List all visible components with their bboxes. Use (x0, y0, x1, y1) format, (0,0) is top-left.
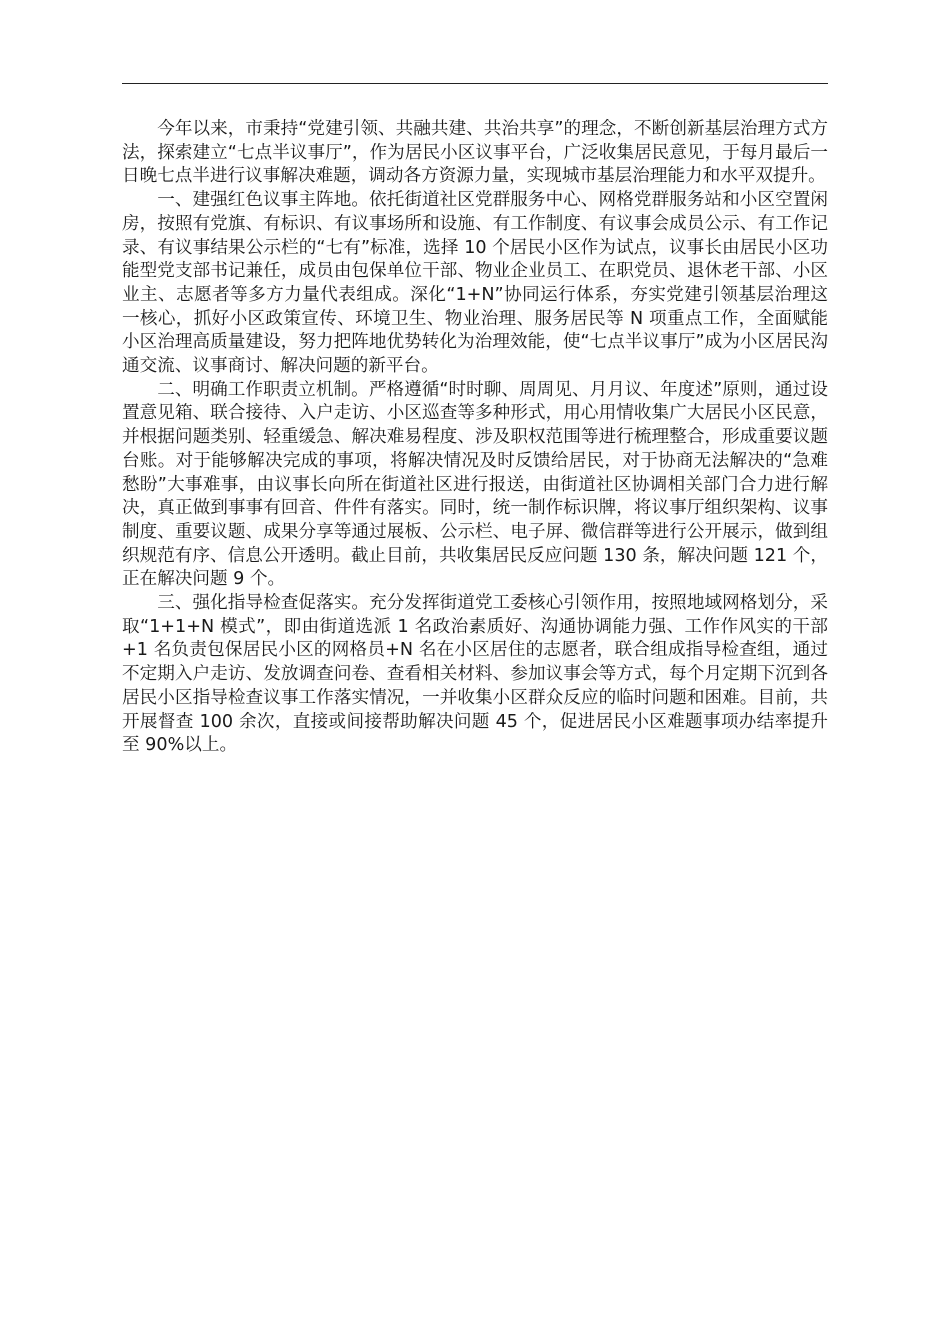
paragraph-section-one: 一、建强红色议事主阵地。依托街道社区党群服务中心、网格党群服务站和小区空置闲房，按照有党旗、有标识、有议事场所和设施、有工作制度、有议事会成员公示、有工作记录、有议事结果公示栏的“七有”标准，选择 10 个居民小区作为试点，议事长由居民小区功能型党支部书记兼任，成员由包保单位干部、物业企业员工、在职党员、退休老干部、小区业主、志愿者等多方力量代表组成。深化“1+N”协同运行体系，夯实党建引领基层治理这一核心，抓好小区政策宣传、环境卫生、物业治理、服务居民等 N 项重点工作，全面赋能小区治理高质量建设，努力把阵地优势转化为治理效能，使“七点半议事厅”成为小区居民沟通交流、议事商讨、解决问题的新平台。 (122, 190, 828, 377)
paragraph-section-two: 二、明确工作职责立机制。严格遵循“时时聊、周周见、月月议、年度述”原则，通过设置意见箱、联合接待、入户走访、小区巡查等多种形式，用心用情收集广大居民小区民意，并根据问题类别、轻重缓急、解决难易程度、涉及职权范围等进行梳理整合，形成重要议题台账。对于能够解决完成的事项，将解决情况及时反馈给居民，对于协商无法解决的“急难愁盼”大事难事，由议事长向所在街道社区进行报送，由街道社区协调相关部门合力进行解决，真正做到事事有回音、件件有落实。同时，统一制作标识牌，将议事厅组织架构、议事制度、重要议题、成果分享等通过展板、公示栏、电子屏、微信群等进行公开展示，做到组织规范有序、信息公开透明。截止目前，共收集居民反应问题 130 条，解决问题 121 个，正在解决问题 9 个。 (122, 379, 828, 590)
header-rule (122, 83, 828, 84)
paragraph-intro: 今年以来，市秉持“党建引领、共融共建、共治共享”的理念，不断创新基层治理方式方法，探索建立“七点半议事厅”，作为居民小区议事平台，广泛收集居民意见，于每月最后一日晚七点半进行议事解决难题，调动各方资源力量，实现城市基层治理能力和水平双提升。 (122, 119, 828, 187)
paragraph-section-three: 三、强化指导检查促落实。充分发挥街道党工委核心引领作用，按照地域网格划分，采取“1+1+N 模式”，即由街道选派 1 名政治素质好、沟通协调能力强、工作作风实的干部+1 名负责包保居民小区的网格员+N 名在小区居住的志愿者，联合组成指导检查组，通过不定期入户走访、发放调查问卷、查看相关材料、参加议事会等方式，每个月定期下沉到各居民小区指导检查议事工作落实情况，一并收集小区群众反应的临时问题和困难。目前，共开展督查 100 余次，直接或间接帮助解决问题 45 个，促进居民小区难题事项办结率提升至 90%以上。 (122, 593, 828, 756)
document-body (122, 118, 828, 758)
